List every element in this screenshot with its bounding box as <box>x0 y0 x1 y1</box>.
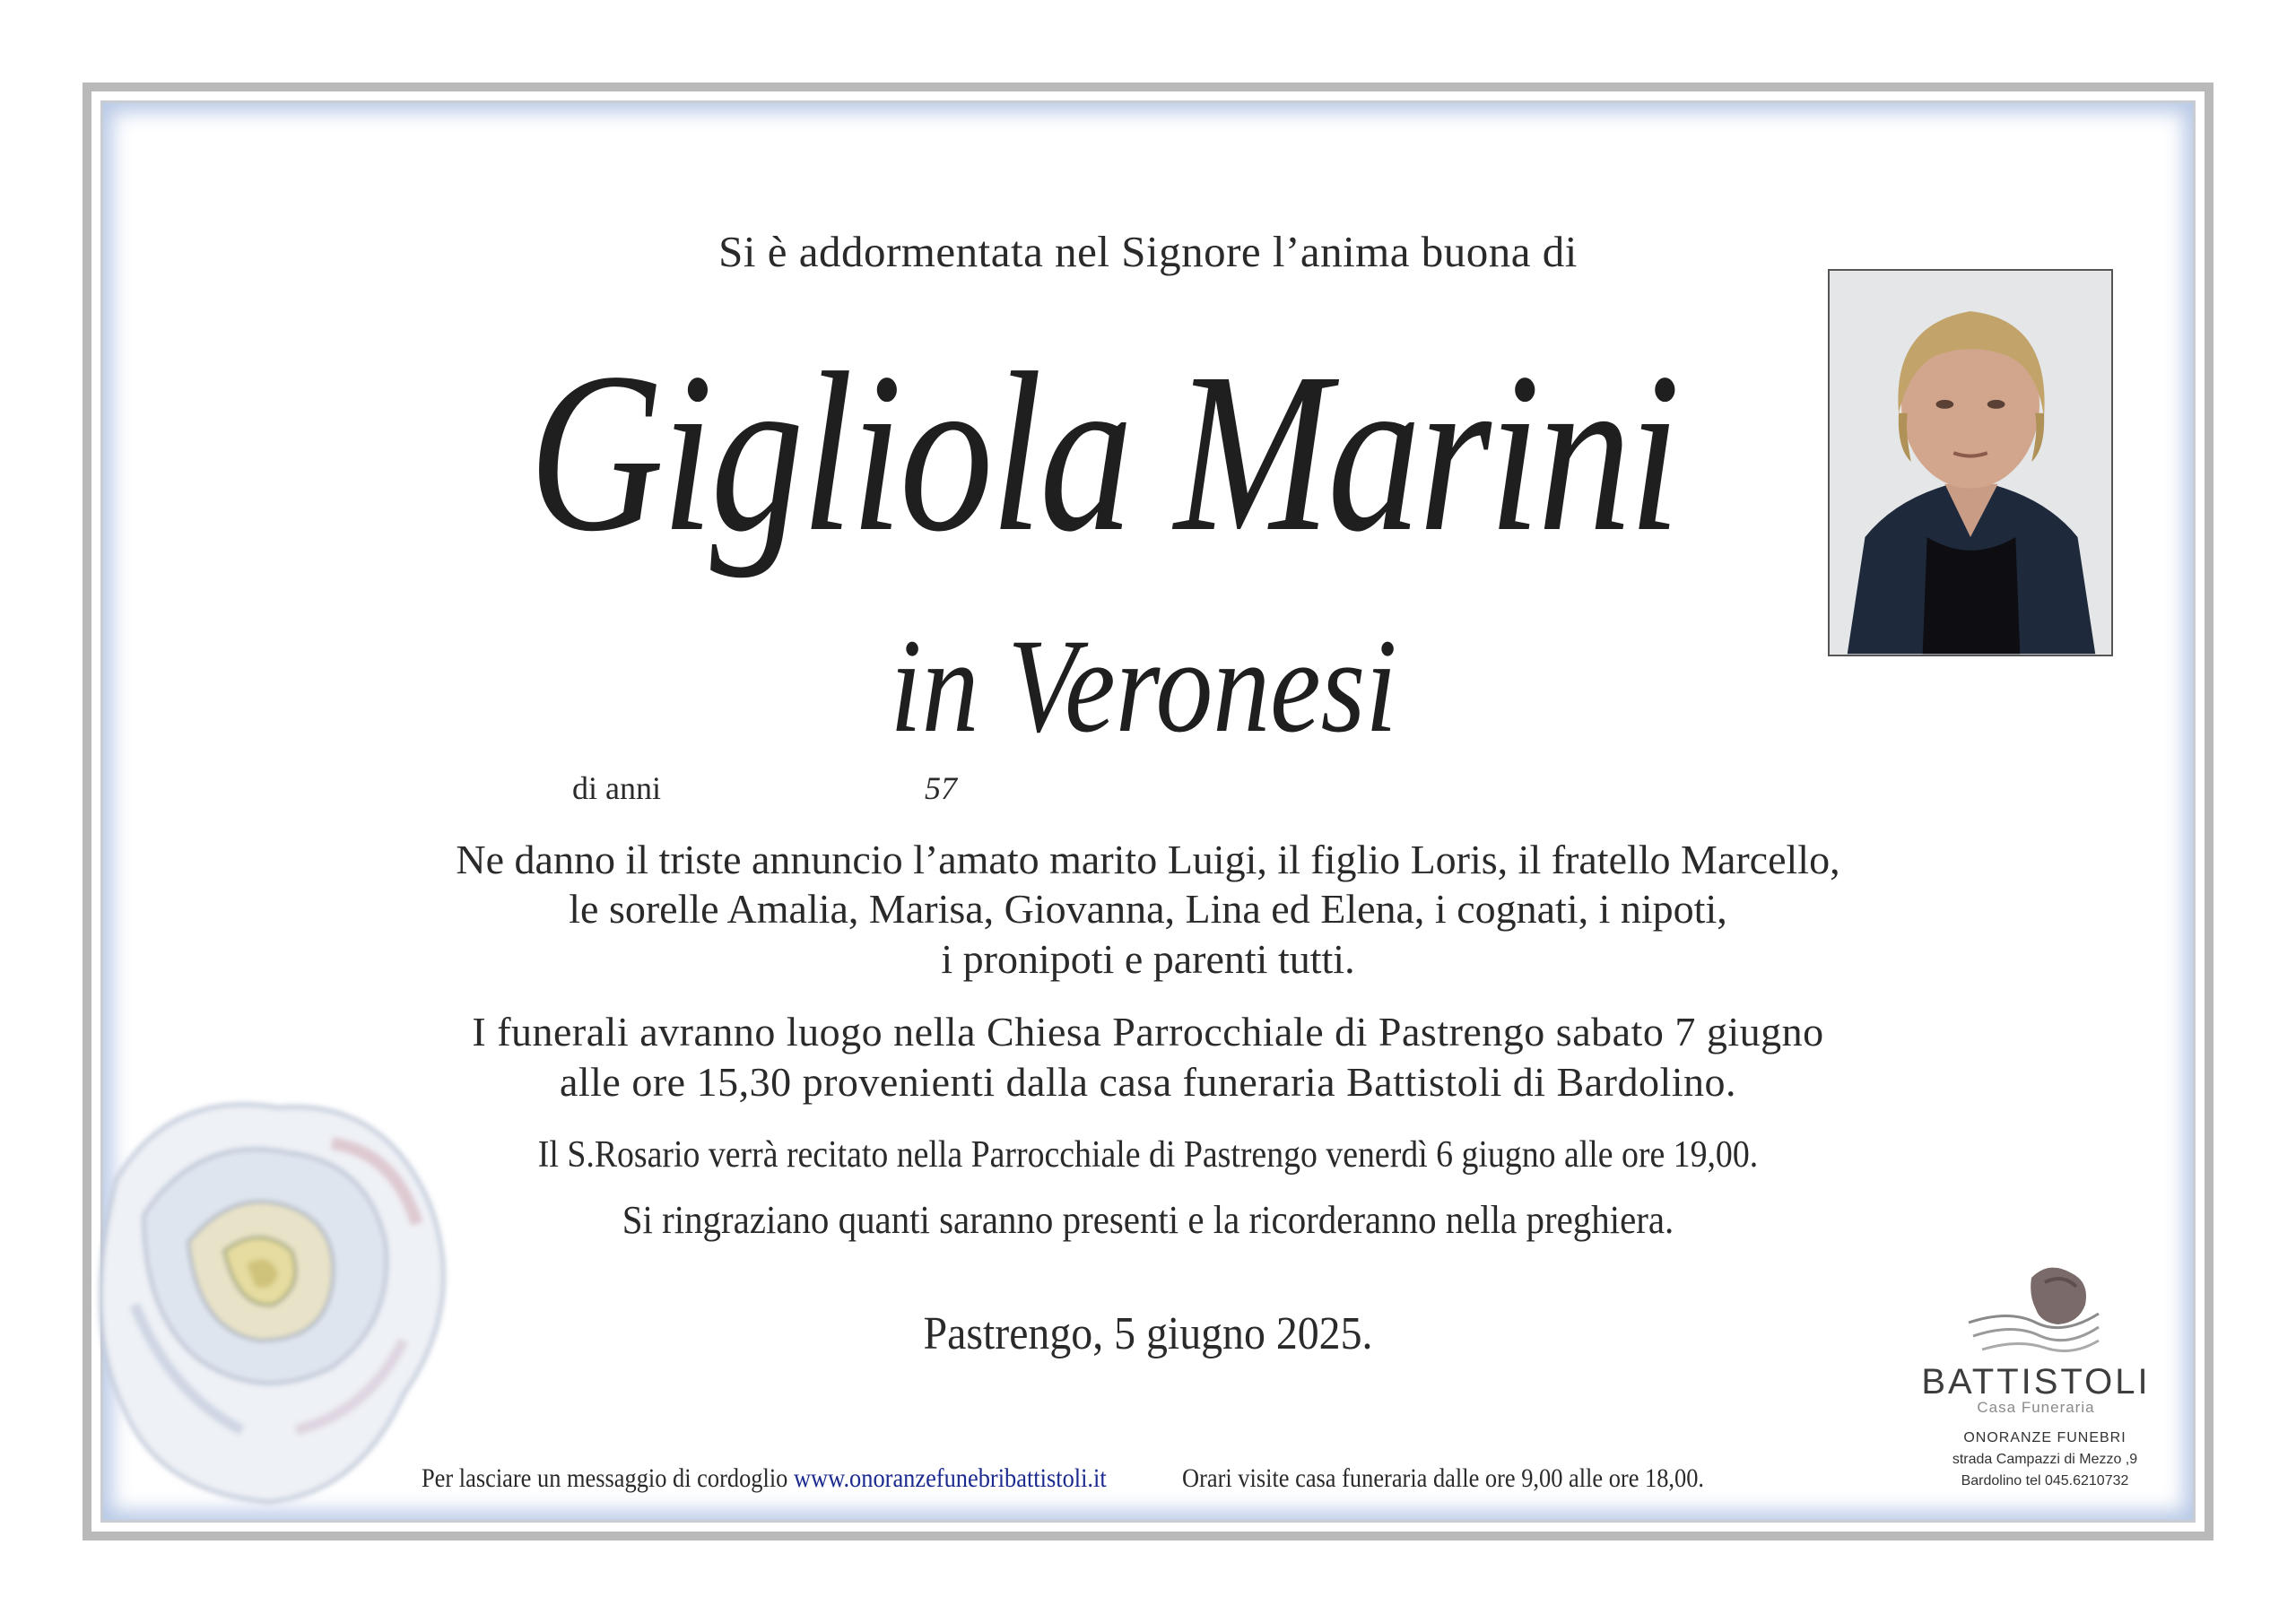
logo-subtitle: Casa Funeraria <box>1977 1399 2095 1416</box>
battistoli-logo <box>1901 1260 2170 1492</box>
funeral-line-1: I funerali avranno luogo nella Chiesa Parrocchiale di Pastrengo sabato 7 giugno <box>472 1009 1824 1055</box>
watercolor-rose-icon <box>63 1072 475 1538</box>
logo-address: strada Campazzi di Mezzo ,9 <box>1952 1452 2138 1467</box>
married-name: in Veronesi <box>890 612 1397 760</box>
age-value: 57 <box>924 770 957 806</box>
rosary-text: Il S.Rosario verrà recitato nella Parrocchiale di Pastrengo venerdì 6 giugno alle ore 19,00. <box>537 1134 1759 1176</box>
intro-text: Si è addormentata nel Signore l’anima buona di <box>718 227 1578 276</box>
website-link[interactable]: www.onoranzefunebribattistoli.it <box>793 1463 1107 1493</box>
age-label: di anni <box>572 770 661 806</box>
logo-city-phone: Bardolino tel 045.6210732 <box>1961 1473 2129 1488</box>
announcement-line-3: i pronipoti e parenti tutti. <box>941 936 1355 982</box>
portrait-icon <box>1830 271 2111 655</box>
announcement-line-2: le sorelle Amalia, Marisa, Giovanna, Lina ed Elena, i cognati, i nipoti, <box>569 886 1727 932</box>
battistoli-logo-mark-icon <box>1964 1260 2108 1358</box>
place-date: Pastrengo, 5 giugno 2025. <box>923 1308 1373 1359</box>
visiting-hours: Orari visite casa funeraria dalle ore 9,00 alle ore 18,00. <box>1182 1463 1705 1493</box>
condolence-message <box>422 1463 1107 1494</box>
condolence-prefix: Per lasciare un messaggio di cordoglio <box>422 1463 788 1493</box>
deceased-name: Gigliola Marini <box>528 326 1678 579</box>
age-line <box>0 769 2296 807</box>
funeral-line-2: alle ore 15,30 provenienti dalla casa funeraria Battistoli di Bardolino. <box>559 1059 1737 1105</box>
announcement-line-1: Ne danno il triste annuncio l’amato marito Luigi, il figlio Loris, il fratello Marcello, <box>456 837 1840 882</box>
logo-name: BATTISTOLI <box>1921 1362 2151 1402</box>
portrait-photo <box>1828 269 2113 656</box>
logo-info <box>1910 1428 2179 1492</box>
thanks-text: Si ringraziano quanti saranno presenti e la ricorderanno nella preghiera. <box>622 1198 1674 1242</box>
logo-service: ONORANZE FUNEBRI <box>1963 1430 2126 1445</box>
